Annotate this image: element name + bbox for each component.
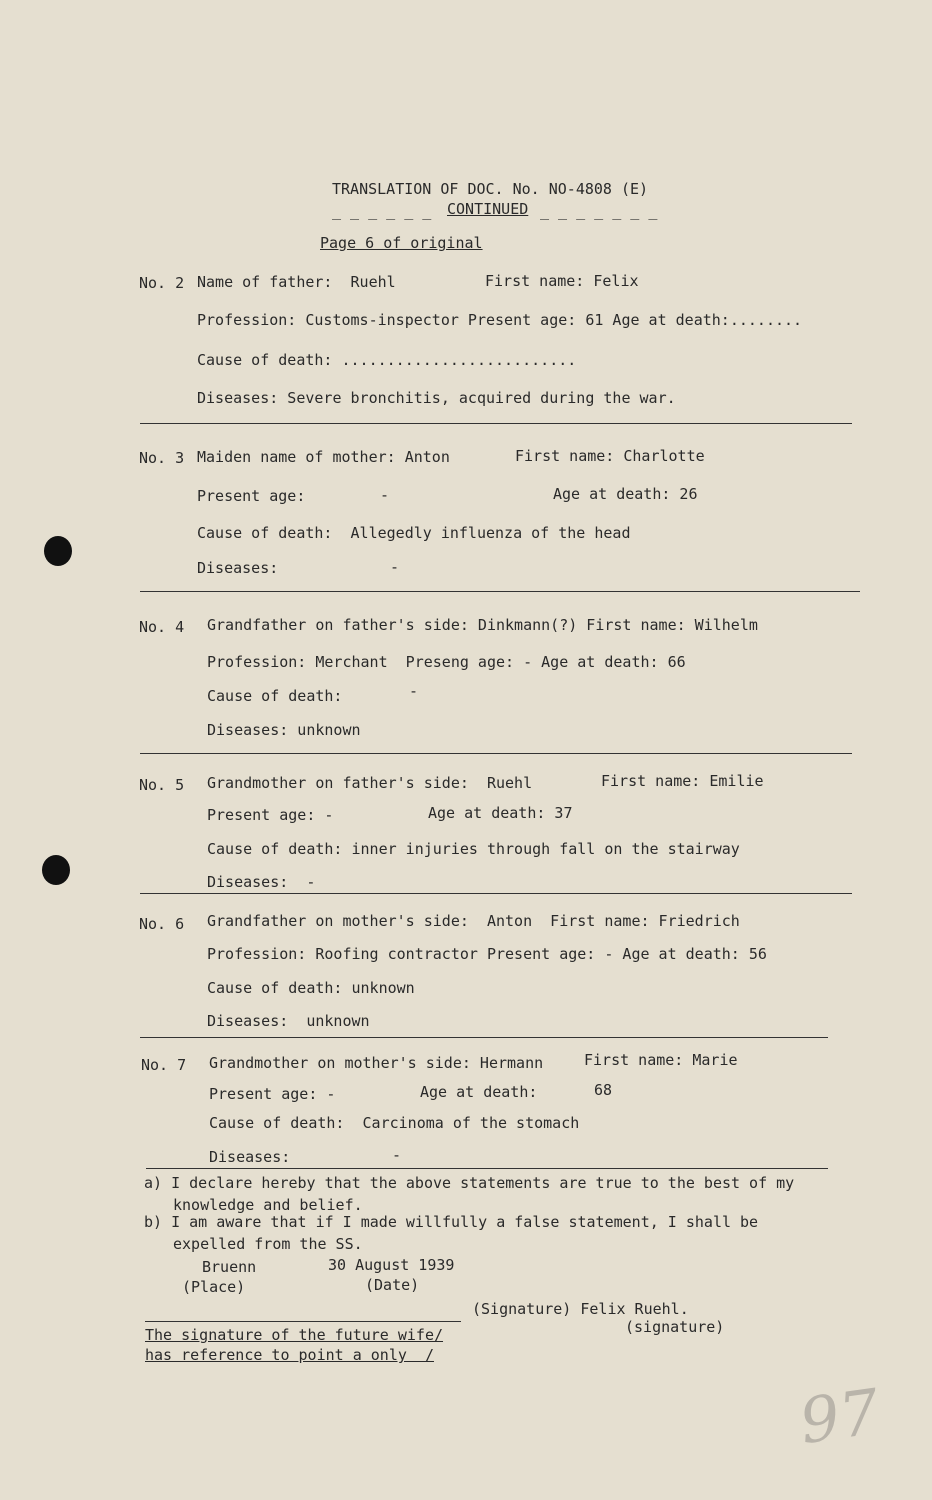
entry-2-father-name: Name of father: Ruehl — [197, 273, 396, 291]
entry-6-diseases: Diseases: unknown — [207, 1012, 370, 1030]
entry-7-diseases-label: Diseases: — [209, 1148, 291, 1166]
entry-7-diseases-value: - — [392, 1146, 402, 1164]
page-reference: Page 6 of original — [320, 234, 483, 252]
entry-2-diseases: Diseases: Severe bronchitis, acquired during the war. — [197, 389, 676, 407]
date-value: 30 August 1939 — [328, 1256, 455, 1274]
note-line1: The signature of the future wife/ — [145, 1326, 444, 1344]
document-title: TRANSLATION OF DOC. No. NO-4808 (E) — [332, 180, 649, 198]
divider-5 — [140, 1037, 828, 1038]
divider-6 — [146, 1168, 828, 1169]
entry-4-profession: Profession: Merchant Preseng age: - Age at death: 66 — [207, 653, 686, 671]
entry-3-mother-maiden-name: Maiden name of mother: Anton — [197, 448, 450, 466]
note-line2: has reference to point a only / — [145, 1346, 434, 1364]
declaration-b-line1: b) I am aware that if I made willfully a false statement, I shall be — [144, 1213, 759, 1231]
entry-5-age-at-death: Age at death: 37 — [428, 804, 573, 822]
date-label: (Date) — [365, 1276, 420, 1294]
entry-4-cause-label: Cause of death: — [207, 687, 343, 705]
entry-6-profession: Profession: Roofing contractor Present age: - Age at death: 56 — [207, 945, 767, 963]
place-label: (Place) — [182, 1278, 246, 1296]
entry-3-number: No. 3 — [139, 449, 185, 467]
entry-4-cause-value: - — [409, 682, 419, 700]
entry-5-cause-of-death: Cause of death: inner injuries through fall on the stairway — [207, 840, 740, 858]
signature-label: (signature) — [625, 1318, 725, 1336]
entry-7-age-at-death-value: 68 — [594, 1081, 613, 1099]
entry-3-diseases-value: - — [390, 558, 400, 576]
note-top-rule — [145, 1321, 461, 1322]
dash-right: _ _ _ _ _ _ _ — [540, 202, 658, 220]
entry-2-number: No. 2 — [139, 274, 185, 292]
entry-4-number: No. 4 — [139, 618, 185, 636]
divider-1 — [140, 423, 852, 424]
divider-3 — [140, 753, 852, 754]
punch-hole-top — [44, 536, 72, 566]
entry-2-cause-of-death: Cause of death: .......................... — [197, 351, 577, 369]
continued-label: CONTINUED — [447, 200, 529, 218]
entry-3-diseases-label: Diseases: — [197, 559, 279, 577]
entry-5-present-age: Present age: - — [207, 806, 334, 824]
dash-left: _ _ _ _ _ _ — [332, 202, 432, 220]
entry-5-grandmother-name: Grandmother on father's side: Ruehl — [207, 774, 533, 792]
entry-7-number: No. 7 — [141, 1056, 187, 1074]
declaration-b-line2: expelled from the SS. — [173, 1235, 363, 1253]
declaration-a-line2: knowledge and belief. — [173, 1196, 363, 1214]
entry-4-grandfather-name: Grandfather on father's side: Dinkmann(?) First name: Wilhelm — [207, 616, 758, 634]
entry-3-present-age-value: - — [380, 486, 390, 504]
entry-7-first-name: First name: Marie — [584, 1051, 738, 1069]
entry-7-age-at-death-label: Age at death: — [420, 1083, 538, 1101]
divider-4 — [140, 893, 852, 894]
place-value: Bruenn — [202, 1258, 257, 1276]
signature-line: (Signature) Felix Ruehl. — [472, 1300, 689, 1318]
divider-2 — [140, 591, 860, 592]
entry-2-profession: Profession: Customs-inspector Present age: 61 Age at death:........ — [197, 311, 803, 329]
entry-3-cause-of-death: Cause of death: Allegedly influenza of the head — [197, 524, 631, 542]
entry-7-cause-of-death: Cause of death: Carcinoma of the stomach — [209, 1114, 580, 1132]
entry-7-grandmother-name: Grandmother on mother's side: Hermann — [209, 1054, 544, 1072]
entry-3-first-name: First name: Charlotte — [515, 447, 705, 465]
entry-7-present-age: Present age: - — [209, 1085, 336, 1103]
entry-5-first-name: First name: Emilie — [601, 772, 764, 790]
handwritten-page-number: 97 — [795, 1374, 884, 1459]
declaration-a-line1: a) I declare hereby that the above statements are true to the best of my — [144, 1174, 795, 1192]
entry-6-cause-of-death: Cause of death: unknown — [207, 979, 415, 997]
entry-4-diseases: Diseases: unknown — [207, 721, 361, 739]
entry-3-age-at-death: Age at death: 26 — [553, 485, 698, 503]
entry-3-present-age-label: Present age: — [197, 487, 306, 505]
entry-6-number: No. 6 — [139, 915, 185, 933]
entry-5-diseases: Diseases: - — [207, 873, 316, 891]
entry-5-number: No. 5 — [139, 776, 185, 794]
entry-6-grandfather-name: Grandfather on mother's side: Anton First name: Friedrich — [207, 912, 740, 930]
entry-2-first-name: First name: Felix — [485, 272, 639, 290]
punch-hole-bottom — [42, 855, 70, 885]
